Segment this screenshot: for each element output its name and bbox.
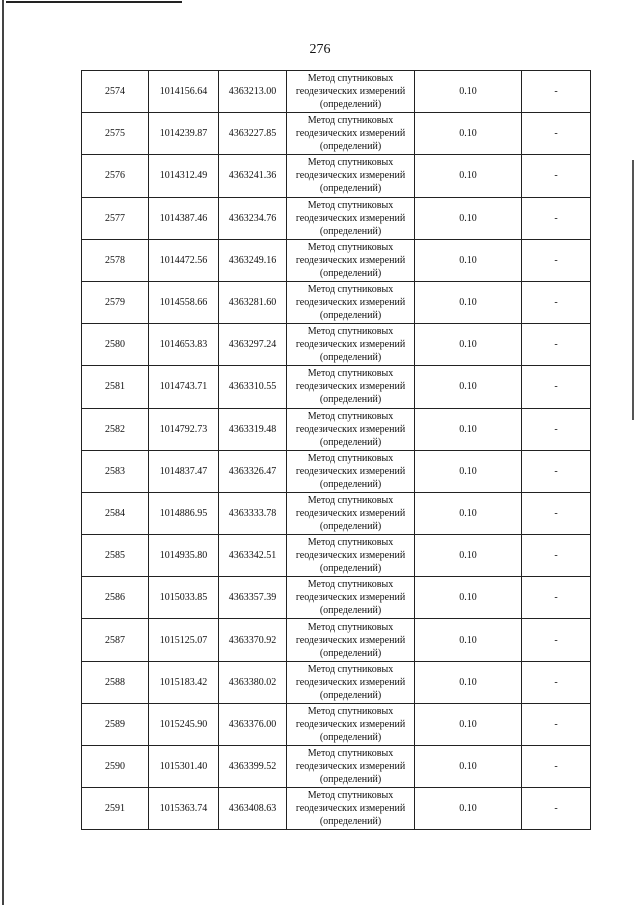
method-line: Метод спутниковых [307,368,394,380]
accuracy-cell: 0.10 [415,197,522,239]
x-coordinate-cell: 1015245.90 [149,703,219,745]
method-line: (определений) [319,394,382,406]
method-cell [287,155,415,197]
table-row [82,408,591,450]
y-coordinate-cell: 4363281.60 [219,281,287,323]
scan-edge-left [2,0,4,905]
note-cell: - [522,450,591,492]
method-line: (определений) [319,310,382,322]
method-line: Метод спутниковых [307,326,394,338]
method-line: геодезических измерений [295,592,406,604]
y-coordinate-cell: 4363357.39 [219,577,287,619]
accuracy-cell: 0.10 [415,535,522,577]
point-number-cell: 2589 [82,703,149,745]
x-coordinate-cell: 1015125.07 [149,619,219,661]
method-line: (определений) [319,99,382,111]
table-row [82,492,591,534]
y-coordinate-cell: 4363241.36 [219,155,287,197]
table-row [82,71,591,113]
accuracy-cell: 0.10 [415,788,522,830]
table-row [82,113,591,155]
table-body [82,71,591,830]
x-coordinate-cell: 1015301.40 [149,746,219,788]
accuracy-cell: 0.10 [415,366,522,408]
method-line: Метод спутниковых [307,663,394,675]
note-cell: - [522,619,591,661]
table-row [82,281,591,323]
x-coordinate-cell: 1014743.71 [149,366,219,408]
y-coordinate-cell: 4363227.85 [219,113,287,155]
method-line: геодезических измерений [295,676,406,688]
note-cell: - [522,366,591,408]
method-line: Метод спутниковых [307,790,394,802]
note-cell: - [522,577,591,619]
method-cell [287,703,415,745]
method-line: геодезических измерений [295,634,406,646]
method-cell [287,746,415,788]
note-cell: - [522,197,591,239]
point-number-cell: 2581 [82,366,149,408]
point-number-cell: 2577 [82,197,149,239]
method-cell [287,450,415,492]
method-line: геодезических измерений [295,381,406,393]
table-row [82,535,591,577]
method-cell [287,71,415,113]
method-line: геодезических измерений [295,550,406,562]
y-coordinate-cell: 4363234.76 [219,197,287,239]
y-coordinate-cell: 4363310.55 [219,366,287,408]
method-line: геодезических измерений [295,212,406,224]
scan-edge-top [6,1,182,3]
point-number-cell: 2588 [82,661,149,703]
method-line: (определений) [319,225,382,237]
accuracy-cell: 0.10 [415,71,522,113]
method-line: (определений) [319,183,382,195]
point-number-cell: 2585 [82,535,149,577]
method-line: Метод спутниковых [307,452,394,464]
accuracy-cell: 0.10 [415,155,522,197]
method-line: Метод спутниковых [307,241,394,253]
method-line: (определений) [319,563,382,575]
method-cell [287,366,415,408]
table-row [82,788,591,830]
y-coordinate-cell: 4363380.02 [219,661,287,703]
table-row [82,366,591,408]
note-cell: - [522,746,591,788]
method-line: (определений) [319,436,382,448]
method-line: Метод спутниковых [307,73,394,85]
accuracy-cell: 0.10 [415,281,522,323]
point-number-cell: 2574 [82,71,149,113]
x-coordinate-cell: 1014792.73 [149,408,219,450]
point-number-cell: 2580 [82,324,149,366]
table-row [82,324,591,366]
y-coordinate-cell: 4363333.78 [219,492,287,534]
method-cell [287,113,415,155]
x-coordinate-cell: 1014653.83 [149,324,219,366]
note-cell: - [522,239,591,281]
accuracy-cell: 0.10 [415,239,522,281]
x-coordinate-cell: 1014837.47 [149,450,219,492]
point-number-cell: 2579 [82,281,149,323]
accuracy-cell: 0.10 [415,703,522,745]
method-line: геодезических измерений [295,465,406,477]
point-number-cell: 2578 [82,239,149,281]
method-cell [287,281,415,323]
method-line: геодезических измерений [295,507,406,519]
method-line: (определений) [319,267,382,279]
method-line: геодезических измерений [295,761,406,773]
table-row [82,197,591,239]
table-row [82,661,591,703]
method-line: Метод спутниковых [307,621,394,633]
x-coordinate-cell: 1014156.64 [149,71,219,113]
table-row [82,239,591,281]
method-line: Метод спутниковых [307,579,394,591]
y-coordinate-cell: 4363408.63 [219,788,287,830]
note-cell: - [522,492,591,534]
table-row [82,577,591,619]
method-line: (определений) [319,478,382,490]
note-cell: - [522,113,591,155]
x-coordinate-cell: 1014312.49 [149,155,219,197]
table-row [82,746,591,788]
method-line: геодезических измерений [295,339,406,351]
note-cell: - [522,535,591,577]
point-number-cell: 2583 [82,450,149,492]
x-coordinate-cell: 1014472.56 [149,239,219,281]
x-coordinate-cell: 1014935.80 [149,535,219,577]
accuracy-cell: 0.10 [415,408,522,450]
x-coordinate-cell: 1014239.87 [149,113,219,155]
accuracy-cell: 0.10 [415,746,522,788]
point-number-cell: 2575 [82,113,149,155]
method-line: геодезических измерений [295,297,406,309]
point-number-cell: 2587 [82,619,149,661]
x-coordinate-cell: 1014886.95 [149,492,219,534]
method-line: Метод спутниковых [307,705,394,717]
x-coordinate-cell: 1015183.42 [149,661,219,703]
method-cell [287,619,415,661]
table-row [82,450,591,492]
y-coordinate-cell: 4363249.16 [219,239,287,281]
note-cell: - [522,155,591,197]
method-cell [287,197,415,239]
method-line: (определений) [319,689,382,701]
method-cell [287,492,415,534]
note-cell: - [522,661,591,703]
method-cell [287,661,415,703]
method-line: геодезических измерений [295,803,406,815]
note-cell: - [522,703,591,745]
note-cell: - [522,788,591,830]
note-cell: - [522,281,591,323]
x-coordinate-cell: 1014558.66 [149,281,219,323]
point-number-cell: 2584 [82,492,149,534]
method-line: геодезических измерений [295,423,406,435]
coordinates-table [81,70,591,830]
method-line: Метод спутниковых [307,199,394,211]
method-cell [287,408,415,450]
method-line: Метод спутниковых [307,157,394,169]
y-coordinate-cell: 4363319.48 [219,408,287,450]
method-line: Метод спутниковых [307,115,394,127]
point-number-cell: 2586 [82,577,149,619]
method-cell [287,577,415,619]
note-cell: - [522,408,591,450]
method-line: Метод спутниковых [307,284,394,296]
note-cell: - [522,324,591,366]
method-line: Метод спутниковых [307,537,394,549]
y-coordinate-cell: 4363399.52 [219,746,287,788]
method-line: (определений) [319,605,382,617]
point-number-cell: 2576 [82,155,149,197]
method-cell [287,239,415,281]
accuracy-cell: 0.10 [415,577,522,619]
method-line: (определений) [319,731,382,743]
y-coordinate-cell: 4363370.92 [219,619,287,661]
x-coordinate-cell: 1014387.46 [149,197,219,239]
method-line: (определений) [319,141,382,153]
method-line: (определений) [319,520,382,532]
method-line: Метод спутниковых [307,494,394,506]
method-line: геодезических измерений [295,128,406,140]
method-line: (определений) [319,647,382,659]
note-cell: - [522,71,591,113]
y-coordinate-cell: 4363376.00 [219,703,287,745]
method-line: Метод спутниковых [307,748,394,760]
y-coordinate-cell: 4363326.47 [219,450,287,492]
accuracy-cell: 0.10 [415,113,522,155]
method-cell [287,535,415,577]
x-coordinate-cell: 1015363.74 [149,788,219,830]
accuracy-cell: 0.10 [415,324,522,366]
scan-edge-right [632,160,634,420]
page-number: 276 [309,42,331,57]
accuracy-cell: 0.10 [415,492,522,534]
table-row [82,703,591,745]
table-row [82,619,591,661]
method-line: (определений) [319,352,382,364]
method-line: (определений) [319,816,382,828]
method-line: геодезических измерений [295,170,406,182]
accuracy-cell: 0.10 [415,619,522,661]
y-coordinate-cell: 4363213.00 [219,71,287,113]
method-line: Метод спутниковых [307,410,394,422]
method-line: геодезических измерений [295,718,406,730]
accuracy-cell: 0.10 [415,450,522,492]
x-coordinate-cell: 1015033.85 [149,577,219,619]
method-line: (определений) [319,774,382,786]
y-coordinate-cell: 4363342.51 [219,535,287,577]
point-number-cell: 2590 [82,746,149,788]
point-number-cell: 2582 [82,408,149,450]
table-row [82,155,591,197]
point-number-cell: 2591 [82,788,149,830]
y-coordinate-cell: 4363297.24 [219,324,287,366]
method-line: геодезических измерений [295,254,406,266]
method-line: геодезических измерений [295,86,406,98]
accuracy-cell: 0.10 [415,661,522,703]
method-cell [287,788,415,830]
method-cell [287,324,415,366]
